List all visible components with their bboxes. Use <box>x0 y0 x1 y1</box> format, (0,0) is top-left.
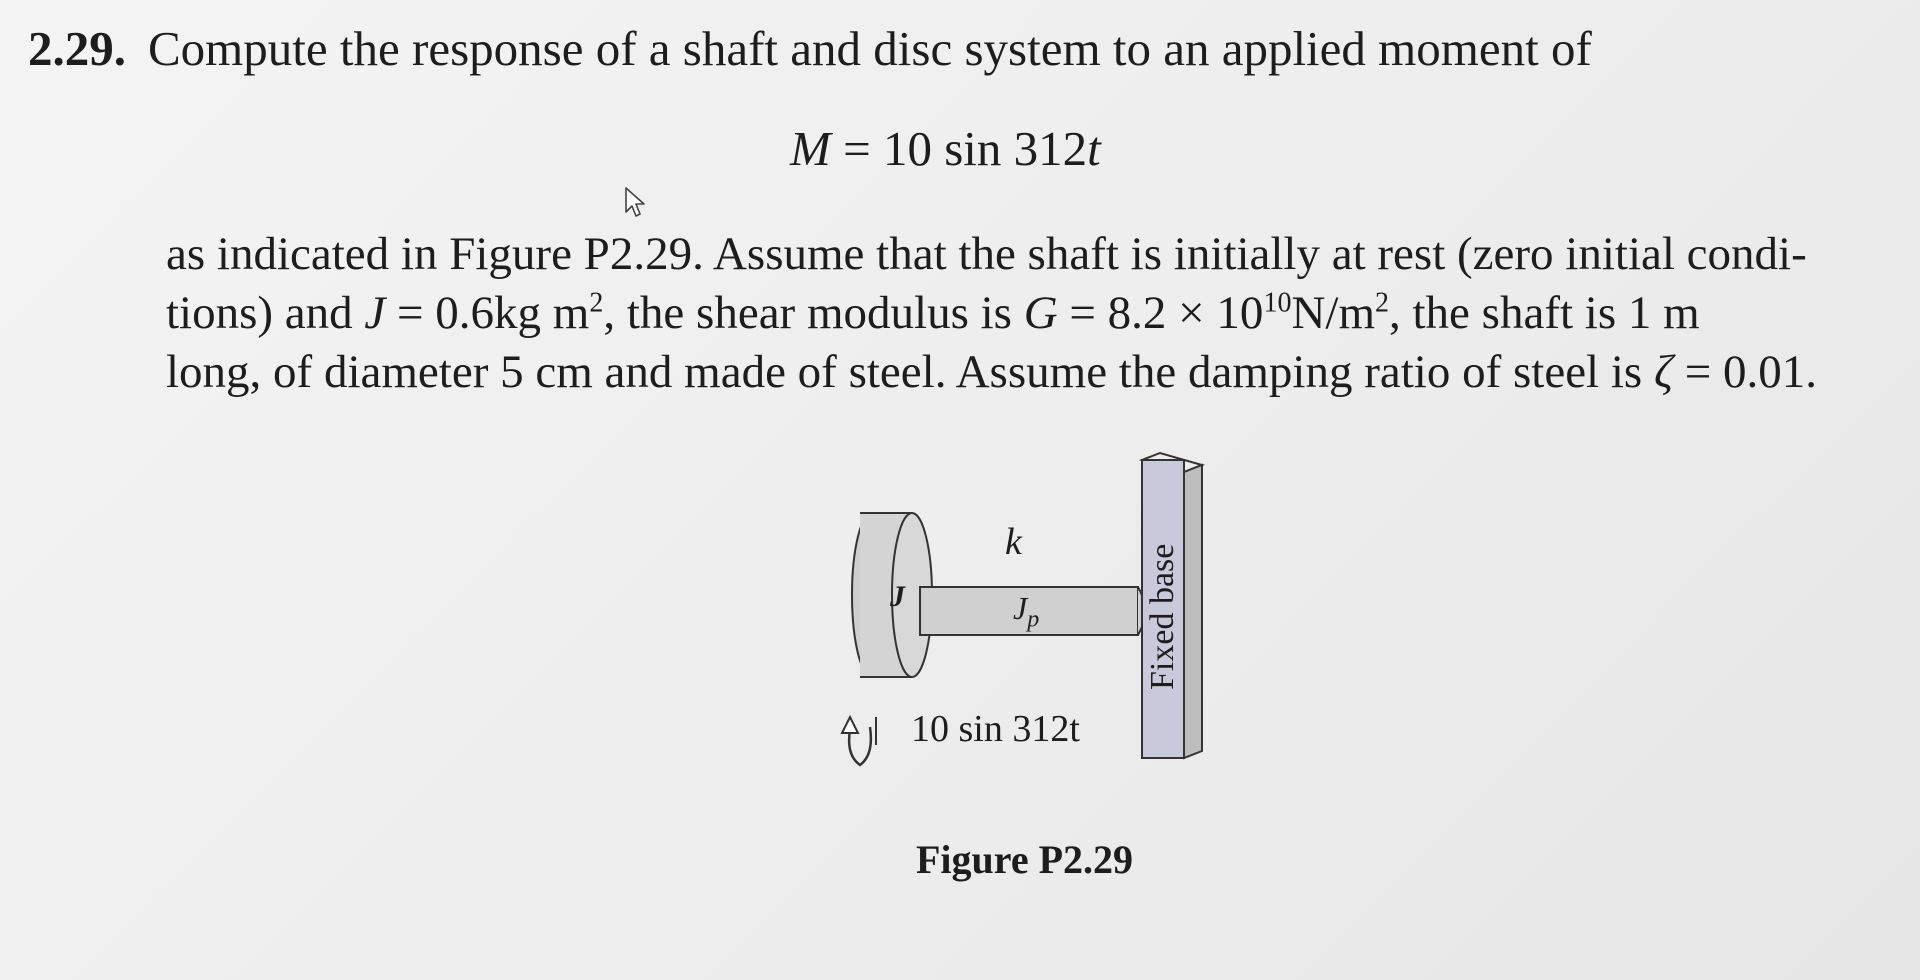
problem-paragraph <box>166 225 1876 402</box>
base-side <box>1184 465 1202 758</box>
moment-equation <box>790 118 1101 180</box>
text-fragment: , the shear modulus is <box>603 287 1024 339</box>
text-fragment: = 0.01. <box>1673 346 1818 398</box>
paragraph-line-2 <box>166 284 1876 343</box>
figure-caption: Figure P2.29 <box>916 837 1134 882</box>
stiffness-label: k <box>1005 521 1022 563</box>
equation-time-var: t <box>1087 121 1101 176</box>
equation-lhs: M <box>790 121 831 176</box>
jp-letter: J <box>1013 590 1028 626</box>
problem-number: 2.29. <box>28 21 126 76</box>
problem-statement: Compute the response of a shaft and disc system to an applied moment of <box>148 21 1592 76</box>
shear-modulus-symbol: G <box>1023 287 1058 339</box>
text-fragment: long, of diameter 5 cm and made of steel. Assume the damping ratio of steel is <box>166 346 1654 398</box>
equation-rhs: 10 sin 312 <box>882 121 1088 176</box>
superscript: 10 <box>1263 287 1292 319</box>
superscript: 2 <box>1375 287 1389 319</box>
moment-arrowhead-icon <box>842 717 858 733</box>
damping-symbol: ζ <box>1653 346 1673 398</box>
text-fragment: = 8.2 × 10 <box>1057 287 1264 339</box>
text-fragment: , the shaft is 1 m <box>1389 287 1700 339</box>
equation-equals: = <box>843 121 871 176</box>
text-fragment: N/m <box>1291 287 1375 339</box>
paragraph-line-3 <box>166 343 1876 402</box>
mouse-cursor-icon <box>624 186 650 220</box>
problem-heading <box>28 18 1592 80</box>
jp-subscript: p <box>1027 606 1040 633</box>
paragraph-line-1: as indicated in Figure P2.29. Assume that the shaft is initially at rest (zero initial condi- <box>166 228 1807 280</box>
disc-inertia-label: J <box>890 580 905 613</box>
applied-moment-label: 10 sin 312t <box>911 708 1080 750</box>
text-fragment: = 0.6kg m <box>385 287 590 339</box>
superscript: 2 <box>589 287 604 319</box>
shaft-polar-inertia-label <box>1013 590 1039 633</box>
text-fragment: tions) and <box>166 287 365 339</box>
fixed-base-label: Fixed base <box>1144 543 1181 690</box>
inertia-symbol: J <box>364 287 386 339</box>
